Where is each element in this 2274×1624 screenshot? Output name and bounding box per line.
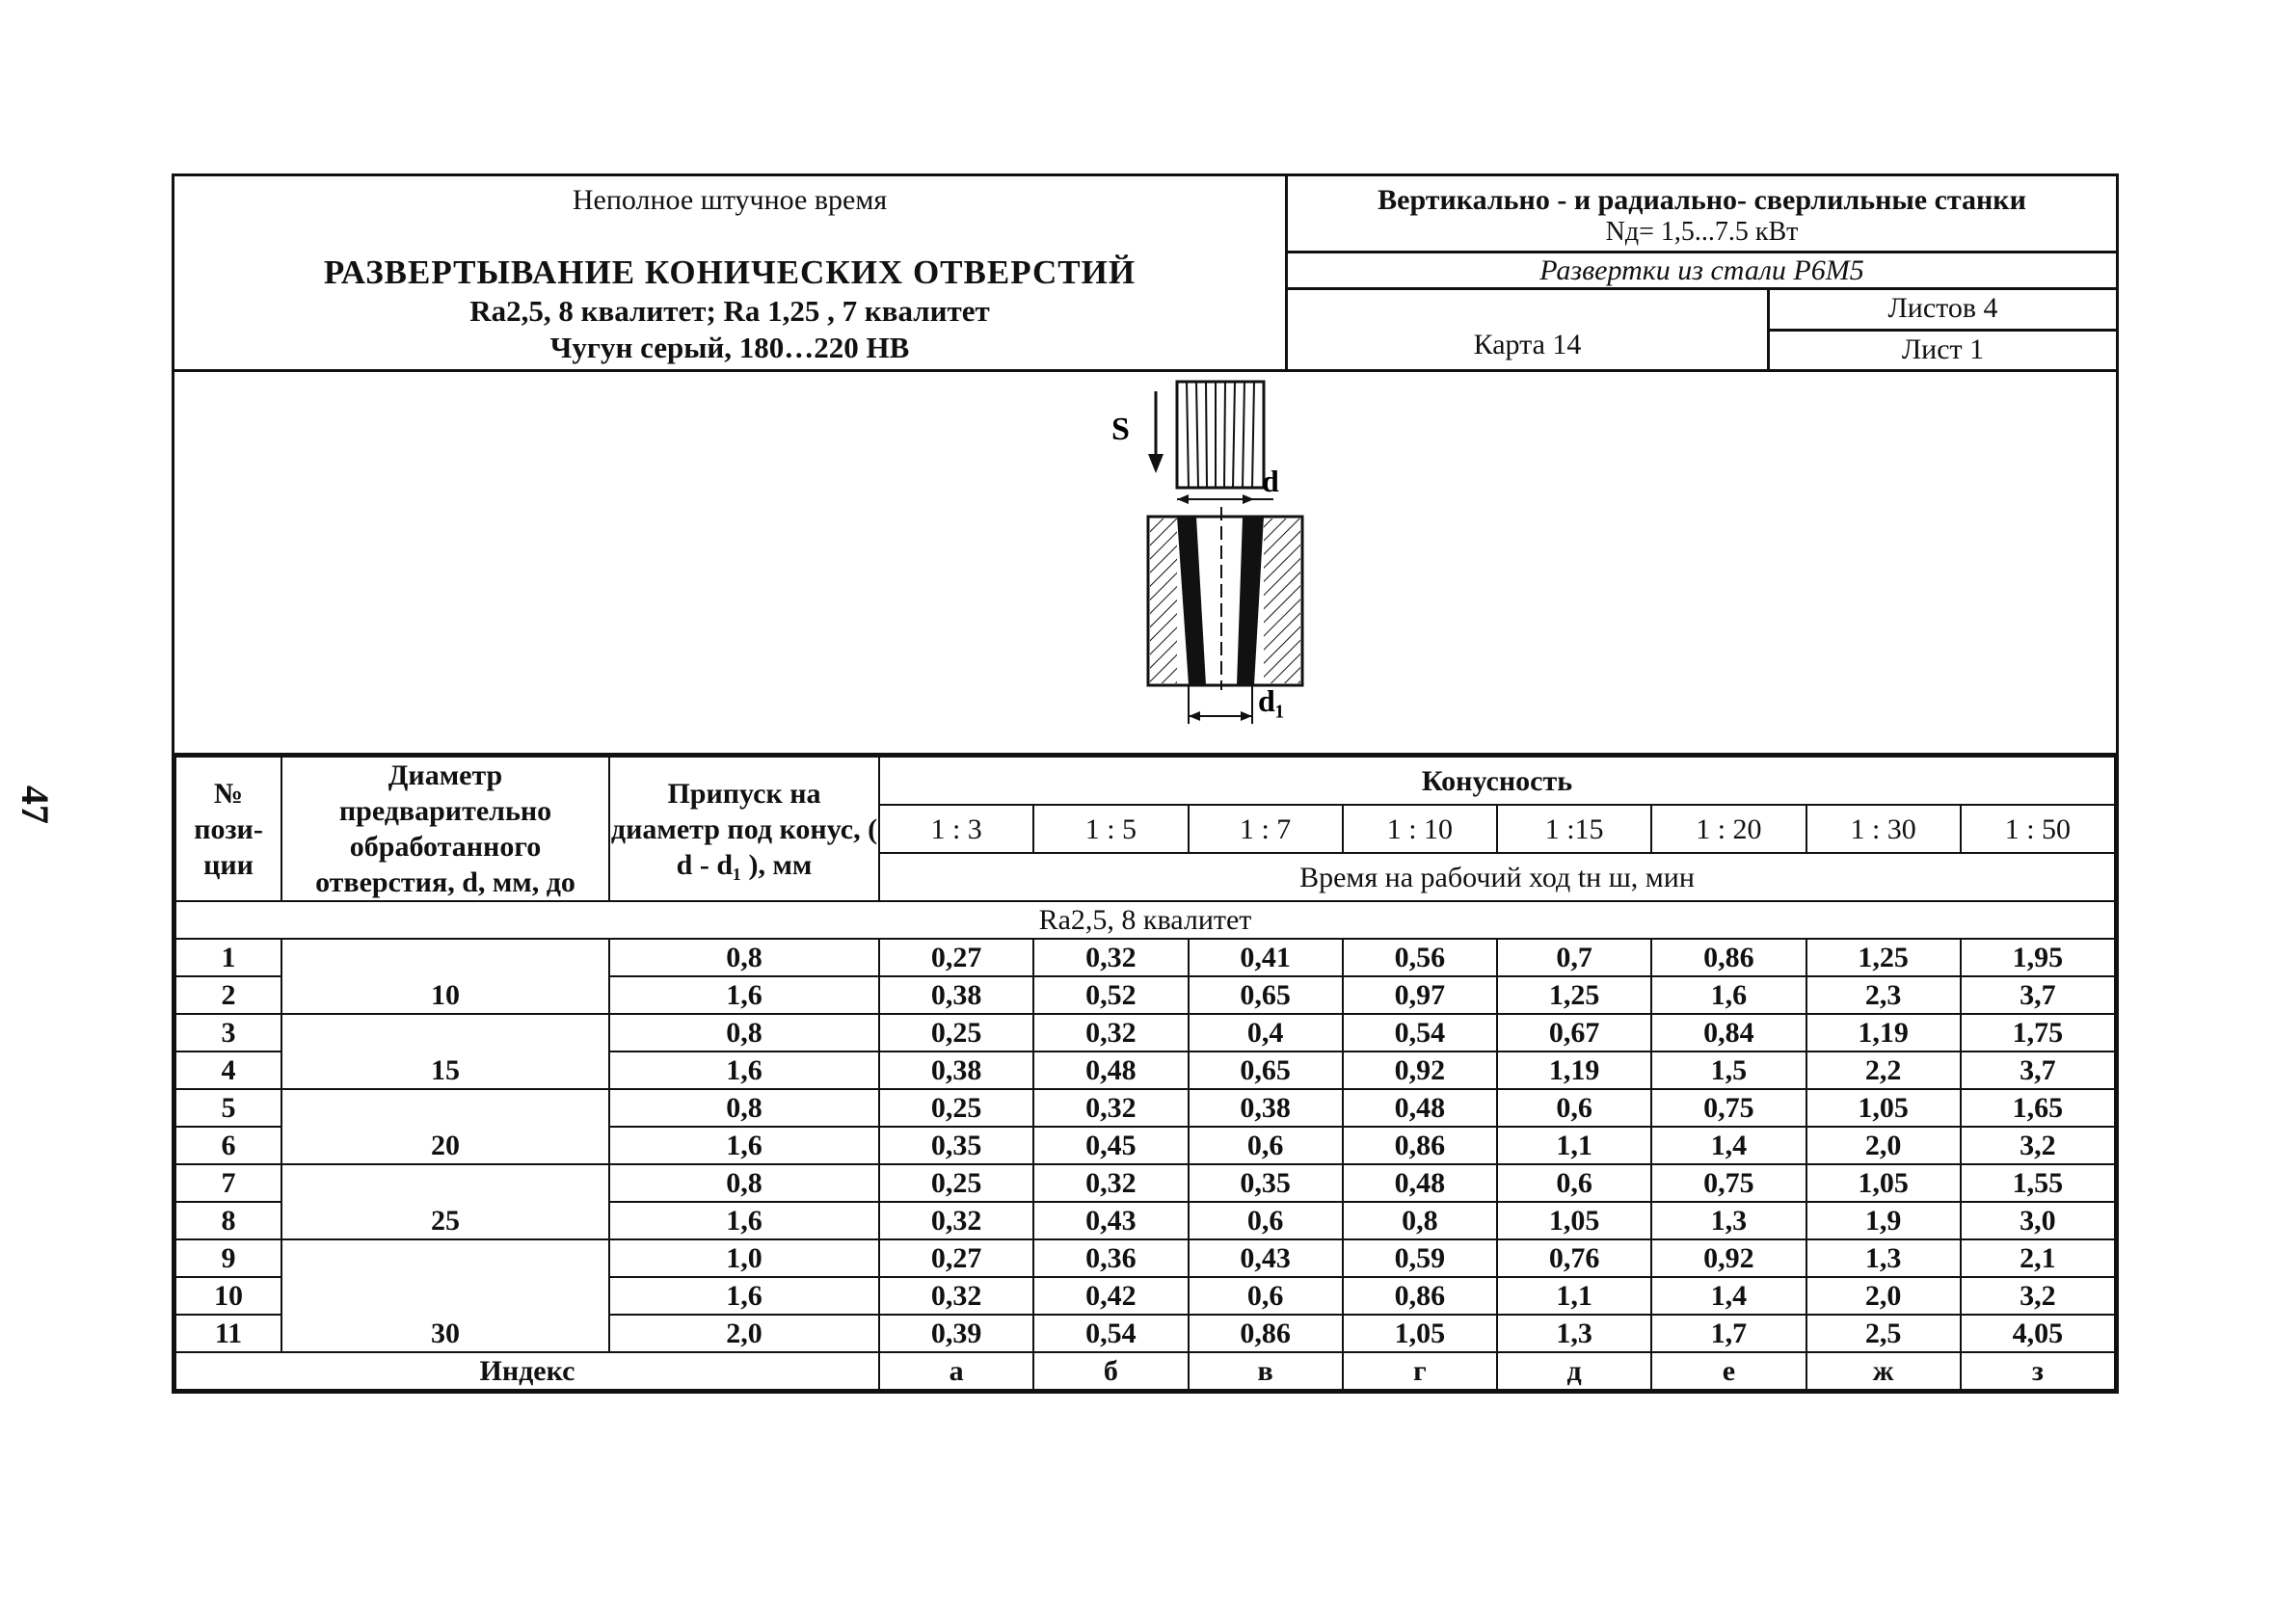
allowance-value: 1,6: [609, 1277, 879, 1315]
position-number: 7: [175, 1164, 281, 1202]
index-letter: г: [1343, 1352, 1497, 1390]
time-label: Время на рабочий ход tн ш, мин: [879, 853, 2115, 901]
time-value: 1,05: [1343, 1315, 1497, 1352]
time-value: 0,32: [1033, 939, 1188, 976]
position-number: 10: [175, 1277, 281, 1315]
time-value: 4,05: [1961, 1315, 2115, 1352]
table-body: [175, 901, 2115, 1390]
time-value: 0,6: [1497, 1089, 1651, 1127]
time-value: 0,48: [1033, 1052, 1188, 1089]
taper-value: 1 : 30: [1806, 805, 1961, 853]
time-value: 1,55: [1961, 1164, 2115, 1202]
col-position: № пози- ции: [175, 757, 281, 901]
time-value: 0,39: [879, 1315, 1033, 1352]
time-value: 1,05: [1497, 1202, 1651, 1239]
time-type-label: Неполное штучное время: [572, 184, 888, 216]
time-value: 1,3: [1806, 1239, 1961, 1277]
position-number: 2: [175, 976, 281, 1014]
title-block: [174, 176, 2116, 372]
time-value: 0,35: [1189, 1164, 1343, 1202]
index-letter: в: [1189, 1352, 1343, 1390]
taper-value: 1 : 7: [1189, 805, 1343, 853]
index-letter: е: [1651, 1352, 1806, 1390]
time-value: 1,25: [1806, 939, 1961, 976]
time-value: 0,59: [1343, 1239, 1497, 1277]
time-value: 1,65: [1961, 1089, 2115, 1127]
position-number: 6: [175, 1127, 281, 1164]
time-value: 0,92: [1343, 1052, 1497, 1089]
d-label: d: [1262, 464, 1279, 498]
position-number: 8: [175, 1202, 281, 1239]
table-row: [175, 1239, 2115, 1277]
d1-label: d₁: [1258, 683, 1285, 718]
time-value: 0,36: [1033, 1239, 1188, 1277]
card-number: Карта 14: [1288, 290, 1770, 369]
allowance-value: 0,8: [609, 1164, 879, 1202]
time-value: 0,32: [1033, 1014, 1188, 1052]
time-value: 0,75: [1651, 1089, 1806, 1127]
table-row: [175, 1164, 2115, 1202]
index-letter: д: [1497, 1352, 1651, 1390]
time-value: 0,43: [1033, 1202, 1188, 1239]
time-value: 0,32: [879, 1277, 1033, 1315]
diameter-value: 15: [281, 1014, 609, 1089]
time-value: 0,38: [879, 1052, 1033, 1089]
diameter-value: 10: [281, 939, 609, 1014]
title-area: [174, 176, 1288, 369]
workpiece: [1148, 507, 1302, 690]
time-value: 0,6: [1189, 1277, 1343, 1315]
time-value: 1,4: [1651, 1127, 1806, 1164]
taper-value: 1 : 20: [1651, 805, 1806, 853]
time-value: 0,42: [1033, 1277, 1188, 1315]
taper-value: 1 : 5: [1033, 805, 1188, 853]
material: Чугун серый, 180…220 НВ: [549, 331, 910, 364]
position-number: 11: [175, 1315, 281, 1352]
time-value: 2,0: [1806, 1127, 1961, 1164]
col-taper: Конусность: [879, 757, 2115, 805]
allowance-value: 1,6: [609, 1127, 879, 1164]
index-letter: з: [1961, 1352, 2115, 1390]
time-value: 0,6: [1189, 1127, 1343, 1164]
time-value: 1,3: [1497, 1315, 1651, 1352]
time-value: 0,86: [1343, 1277, 1497, 1315]
title-block-right: [1288, 176, 2116, 369]
section-heading: Ra2,5, 8 квалитет: [175, 901, 2115, 939]
col-allowance: Припуск на диаметр под конус, ( d - d₁ ), мм: [609, 757, 879, 901]
time-value: 0,65: [1189, 976, 1343, 1014]
time-value: 1,1: [1497, 1277, 1651, 1315]
time-value: 0,4: [1189, 1014, 1343, 1052]
index-label: Индекс: [175, 1352, 879, 1390]
time-value: 1,1: [1497, 1127, 1651, 1164]
time-value: 0,32: [1033, 1089, 1188, 1127]
allowance-value: 1,6: [609, 976, 879, 1014]
diameter-value: 20: [281, 1089, 609, 1164]
position-number: 3: [175, 1014, 281, 1052]
allowance-value: 1,6: [609, 1052, 879, 1089]
index-letter: ж: [1806, 1352, 1961, 1390]
index-letter: б: [1033, 1352, 1188, 1390]
taper-value: 1 :15: [1497, 805, 1651, 853]
time-value: 0,97: [1343, 976, 1497, 1014]
allowance-value: 1,0: [609, 1239, 879, 1277]
time-value: 0,38: [1189, 1089, 1343, 1127]
taper-value: 1 : 10: [1343, 805, 1497, 853]
time-value: 1,3: [1651, 1202, 1806, 1239]
reamer-tool: [1177, 382, 1264, 488]
sheet-info: [1770, 290, 2116, 369]
roughness-grade: Ra2,5, 8 квалитет; Ra 1,25 , 7 квалитет: [469, 294, 990, 328]
allowance-value: 0,8: [609, 1014, 879, 1052]
time-value: 3,2: [1961, 1127, 2115, 1164]
time-value: 2,2: [1806, 1052, 1961, 1089]
allowance-value: 2,0: [609, 1315, 879, 1352]
time-value: 3,7: [1961, 1052, 2115, 1089]
time-value: 1,25: [1497, 976, 1651, 1014]
table-row: [175, 1089, 2115, 1127]
page-number: 47: [13, 785, 57, 824]
time-value: 1,05: [1806, 1164, 1961, 1202]
diameter-value: 25: [281, 1164, 609, 1239]
sheet-current: Лист 1: [1901, 333, 1985, 365]
card-info: [1288, 290, 2116, 369]
reaming-diagram: [174, 372, 2116, 756]
time-value: 2,1: [1961, 1239, 2115, 1277]
time-value: 1,95: [1961, 939, 2115, 976]
time-value: 1,9: [1806, 1202, 1961, 1239]
time-value: 1,5: [1651, 1052, 1806, 1089]
dimension-d1: [1189, 683, 1284, 724]
index-letter: а: [879, 1352, 1033, 1390]
time-value: 0,86: [1651, 939, 1806, 976]
time-value: 0,35: [879, 1127, 1033, 1164]
time-value: 3,2: [1961, 1277, 2115, 1315]
time-value: 0,86: [1343, 1127, 1497, 1164]
time-value: 0,27: [879, 939, 1033, 976]
diameter-value: 30: [281, 1239, 609, 1352]
index-row: [175, 1352, 2115, 1390]
time-value: 0,32: [1033, 1164, 1188, 1202]
time-value: 0,56: [1343, 939, 1497, 976]
time-value: 1,19: [1806, 1014, 1961, 1052]
col-diameter: Диаметр предварительно обработанного отверстия, d, мм, до: [281, 757, 609, 901]
time-value: 0,41: [1189, 939, 1343, 976]
time-value: 0,54: [1033, 1315, 1188, 1352]
feed-arrow: [1111, 391, 1164, 473]
time-value: 0,48: [1343, 1164, 1497, 1202]
document-sheet: [172, 173, 2119, 1394]
time-value: 0,67: [1497, 1014, 1651, 1052]
time-value: 0,84: [1651, 1014, 1806, 1052]
time-value: 1,6: [1651, 976, 1806, 1014]
time-value: 0,27: [879, 1239, 1033, 1277]
sheets-total: Листов 4: [1770, 290, 2116, 332]
time-value: 0,75: [1651, 1164, 1806, 1202]
time-value: 2,5: [1806, 1315, 1961, 1352]
time-value: 0,43: [1189, 1239, 1343, 1277]
time-value: 0,6: [1497, 1164, 1651, 1202]
time-value: 1,7: [1651, 1315, 1806, 1352]
time-value: 0,7: [1497, 939, 1651, 976]
time-value: 3,0: [1961, 1202, 2115, 1239]
time-value: 1,05: [1806, 1089, 1961, 1127]
time-value: 0,86: [1189, 1315, 1343, 1352]
table-row: [175, 939, 2115, 976]
time-value: 1,75: [1961, 1014, 2115, 1052]
time-value: 0,52: [1033, 976, 1188, 1014]
time-value: 0,76: [1497, 1239, 1651, 1277]
operation-title: РАЗВЕРТЫВАНИЕ КОНИЧЕСКИХ ОТВЕРСТИЙ: [323, 253, 1137, 291]
table-row: [175, 1014, 2115, 1052]
allowance-value: 1,6: [609, 1202, 879, 1239]
feed-label: S: [1111, 412, 1130, 447]
machine-power: Nд= 1,5...7.5 кВт: [1605, 217, 1799, 247]
time-value: 0,25: [879, 1014, 1033, 1052]
allowance-value: 0,8: [609, 1089, 879, 1127]
position-number: 4: [175, 1052, 281, 1089]
time-value: 1,19: [1497, 1052, 1651, 1089]
time-value: 0,8: [1343, 1202, 1497, 1239]
taper-value: 1 : 3: [879, 805, 1033, 853]
position-number: 1: [175, 939, 281, 976]
position-number: 9: [175, 1239, 281, 1277]
time-value: 0,65: [1189, 1052, 1343, 1089]
machine-cell: [1288, 176, 2116, 253]
time-norms-table: [174, 756, 2116, 1391]
position-number: 5: [175, 1089, 281, 1127]
time-value: 0,6: [1189, 1202, 1343, 1239]
time-value: 0,92: [1651, 1239, 1806, 1277]
time-value: 0,48: [1343, 1089, 1497, 1127]
time-value: 0,45: [1033, 1127, 1188, 1164]
time-value: 0,38: [879, 976, 1033, 1014]
time-value: 2,0: [1806, 1277, 1961, 1315]
allowance-value: 0,8: [609, 939, 879, 976]
taper-value: 1 : 50: [1961, 805, 2115, 853]
time-value: 0,54: [1343, 1014, 1497, 1052]
taper-hole-sketch: [1023, 372, 1408, 753]
time-value: 0,32: [879, 1202, 1033, 1239]
tool-cell: Развертки из стали Р6М5: [1288, 253, 2116, 290]
time-value: 2,3: [1806, 976, 1961, 1014]
time-value: 3,7: [1961, 976, 2115, 1014]
machine-title: Вертикально - и радиально- сверлильные станки: [1378, 184, 2026, 216]
time-value: 1,4: [1651, 1277, 1806, 1315]
time-value: 0,25: [879, 1164, 1033, 1202]
time-value: 0,25: [879, 1089, 1033, 1127]
